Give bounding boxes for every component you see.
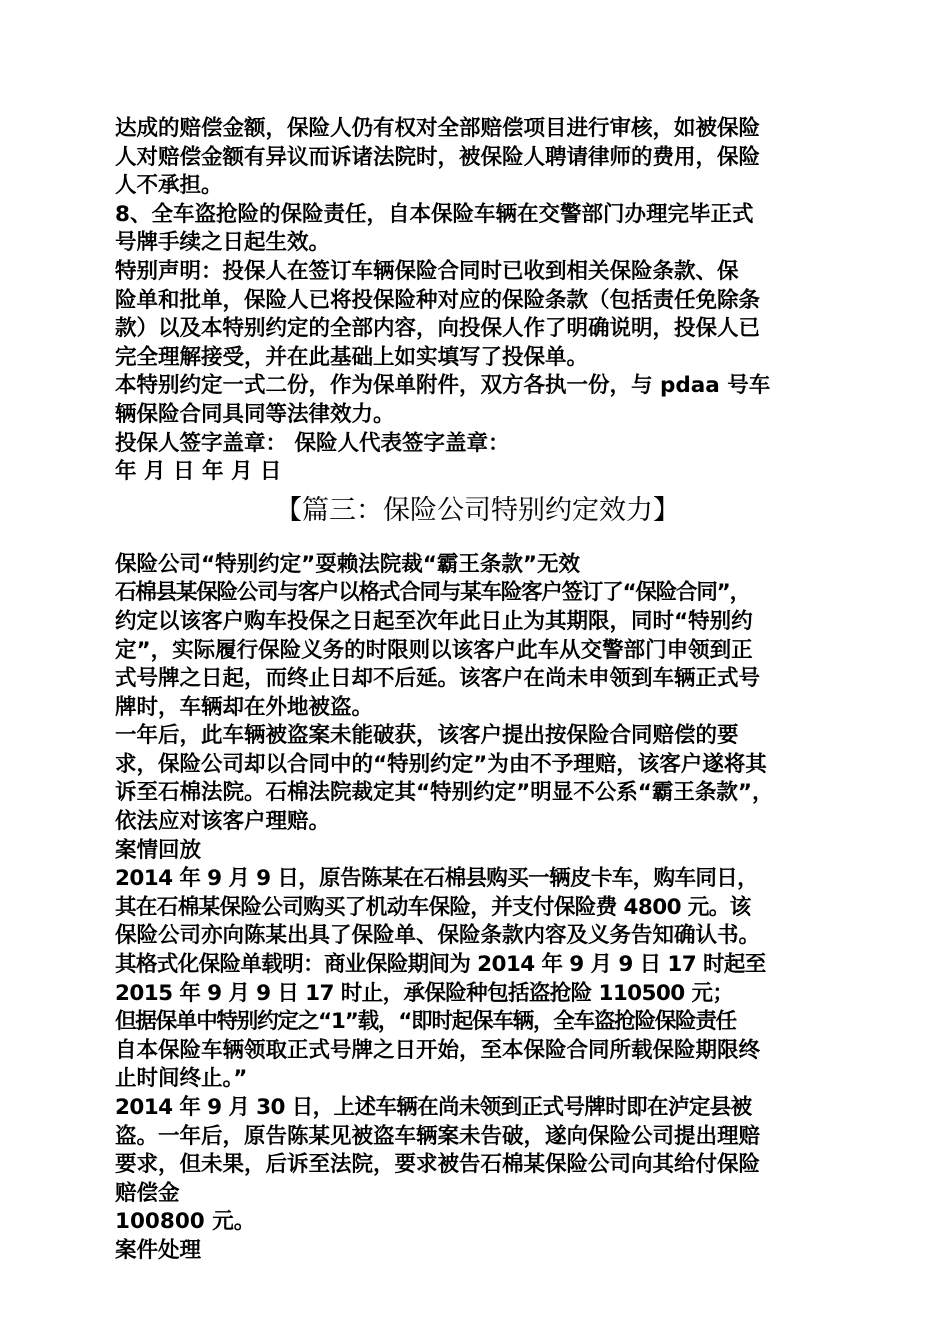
text-line: 款）以及本特别约定的全部内容，向投保人作了明确说明，投保人已	[115, 316, 761, 342]
section-title: 【篇三：保险公司特别约定效力】	[275, 494, 680, 526]
text-line: 诉至石棉法院。石棉法院裁定其“特别约定”明显不公系“霸王条款”，	[115, 780, 774, 806]
text-line: 本特别约定一式二份，作为保单附件，双方各执一份，与 pdaa 号车	[115, 373, 771, 399]
text-line: 人对赔偿金额有异议而诉诸法院时，被保险人聘请律师的费用，保险	[115, 144, 761, 170]
text-line: 式号牌之日起，而终止日却不后延。该客户在尚未申领到车辆正式号	[115, 666, 761, 692]
subheading-case-review: 案情回放	[115, 837, 202, 863]
text-line: 8、全车盗抢险的保险责任，自本保险车辆在交警部门办理完毕正式	[115, 201, 754, 227]
text-line: 2014 年 9 月 9 日，原告陈某在石棉县购买一辆皮卡车，购车同日，	[115, 866, 759, 892]
text-line: 其格式化保险单载明：商业保险期间为 2014 年 9 月 9 日 17 时起至	[115, 952, 766, 978]
text-line: 但据保单中特别约定之“1”载，“即时起保车辆，全车盗抢险保险责任	[115, 1009, 736, 1035]
clause-continuation-section	[115, 115, 840, 487]
text-line: 赔偿金	[115, 1180, 180, 1206]
text-line: 2014 年 9 月 30 日，上述车辆在尚未领到正式号牌时即在泸定县被	[115, 1095, 752, 1120]
document-page	[115, 115, 840, 1266]
text-line: 自本保险车辆领取正式号牌之日开始，至本保险合同所载保险期限终	[115, 1037, 761, 1063]
date-line: 年 月 日 年 月 日	[115, 459, 282, 485]
text-line: 止时间终止。”	[115, 1066, 248, 1092]
text-line: 约定以该客户购车投保之日起至次年此日止为其期限，同时“特别约	[115, 608, 753, 634]
text-line: 其在石棉某保险公司购买了机动车保险，并支付保险费 4800 元。该	[115, 894, 751, 920]
text-line: 达成的赔偿金额，保险人仍有权对全部赔偿项目进行审核，如被保险	[115, 116, 761, 141]
text-line: 险单和批单，保险人已将投保险种对应的保险条款（包括责任免除条	[115, 287, 761, 313]
text-line: 依法应对该客户理赔。	[115, 809, 331, 835]
text-line: 人不承担。	[115, 173, 223, 199]
text-line: 牌时，车辆却在外地被盗。	[115, 694, 374, 720]
signature-line: 投保人签字盖章： 保险人代表签字盖章：	[115, 430, 510, 456]
text-line: 保险公司亦向陈某出具了保险单、保险条款内容及义务告知确认书。	[115, 923, 761, 949]
text-line: 特别声明：投保人在签订车辆保险合同时已收到相关保险条款、保	[115, 258, 739, 284]
text-line: 完全理解接受，并在此基础上如实填写了投保单。	[115, 344, 589, 370]
text-line: 求，保险公司却以合同中的“特别约定”为由不予理赔，该客户遂将其	[115, 751, 767, 777]
text-line: 辆保险合同具同等法律效力。	[115, 401, 395, 427]
subheading-case-handling: 案件处理	[115, 1237, 202, 1263]
case-article-section	[115, 551, 840, 1266]
text-line: 石棉县某保险公司与客户以格式合同与某车险客户签订了“保险合同”，	[115, 580, 750, 606]
text-line: 100800 元。	[115, 1209, 256, 1235]
text-line: 号牌手续之日起生效。	[115, 230, 331, 256]
text-line: 要求，但未果，后诉至法院，要求被告石棉某保险公司向其给付保险	[115, 1152, 761, 1178]
text-line: 2015 年 9 月 9 日 17 时止，承保险种包括盗抢险 110500 元；	[115, 980, 734, 1006]
text-line: 一年后，此车辆被盗案未能破获，该客户提出按保险合同赔偿的要	[115, 723, 739, 749]
text-line: 盗。一年后，原告陈某见被盗车辆案未告破，遂向保险公司提出理赔	[115, 1123, 761, 1149]
article-heading: 保险公司“特别约定”耍赖法院裁“霸王条款”无效	[115, 551, 581, 577]
text-line: 定”，实际履行保险义务的时限则以该客户此车从交警部门申领到正	[115, 637, 753, 663]
